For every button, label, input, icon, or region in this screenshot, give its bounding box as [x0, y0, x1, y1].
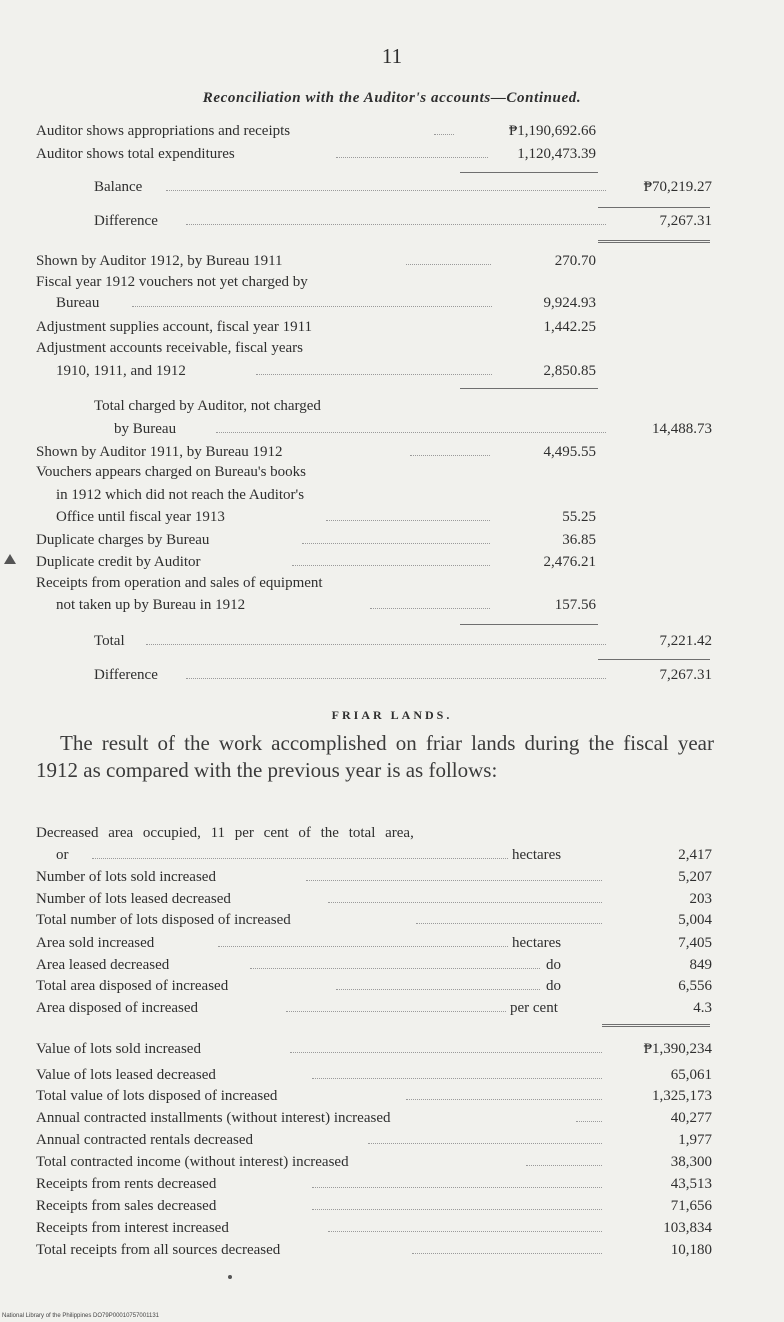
row-label: Auditor shows total expenditures — [36, 146, 235, 162]
row-label: Balance — [94, 179, 143, 195]
row-value: ₱1,390,234 — [643, 1041, 712, 1057]
row-label: Office until fiscal year 1913 — [56, 509, 225, 525]
leader-dots — [328, 902, 602, 903]
row-value: 849 — [689, 957, 712, 973]
row-label: Receipts from interest increased — [36, 1220, 229, 1236]
ink-dot-icon — [228, 1275, 232, 1279]
row-label: Total receipts from all sources decreased — [36, 1242, 281, 1258]
row-value: 4.3 — [693, 1000, 712, 1016]
rule — [460, 624, 598, 625]
leader-dots — [412, 1253, 602, 1254]
row-value: 5,207 — [678, 869, 712, 885]
row-value: 14,488.73 — [652, 421, 712, 437]
leader-dots — [312, 1078, 602, 1079]
leader-dots — [146, 644, 606, 645]
row-value: 2,850.85 — [543, 363, 596, 379]
scan-footer: National Library of the Philippines DO79P00010757001131 — [2, 1313, 159, 1319]
row-value: 2,476.21 — [543, 554, 596, 570]
row-value: 1,120,473.39 — [517, 146, 596, 162]
margin-mark-icon — [4, 554, 16, 564]
section-title: FRIAR LANDS. — [331, 708, 453, 722]
leader-dots — [218, 946, 508, 947]
row-label: Difference — [94, 213, 158, 229]
row-value: 7,267.31 — [659, 213, 712, 229]
row-label: Difference — [94, 667, 158, 683]
row-value: 5,004 — [678, 912, 712, 928]
row-label: Total number of lots disposed of increased — [36, 912, 291, 928]
row-label: Value of lots sold increased — [36, 1041, 201, 1057]
leader-dots — [290, 1052, 602, 1053]
row-value: 157.56 — [554, 597, 596, 613]
row-label: Number of lots leased decreased — [36, 891, 231, 907]
row-value: 2,417 — [678, 847, 712, 863]
row-label: Receipts from rents decreased — [36, 1176, 217, 1192]
row-value: 203 — [689, 891, 712, 907]
rule — [460, 172, 598, 173]
row-label: Adjustment accounts receivable, fiscal years — [36, 340, 303, 356]
row-label: Total contracted income (without interest) increased — [36, 1154, 349, 1170]
leader-dots — [312, 1187, 602, 1188]
row-value: ₱70,219.27 — [643, 179, 712, 195]
page-number: 11 — [381, 44, 403, 68]
row-label: Auditor shows appropriations and receipts — [36, 123, 291, 139]
row-value: 270.70 — [554, 253, 596, 269]
row-label: Area sold increased — [36, 935, 155, 951]
row-value: 55.25 — [562, 509, 596, 525]
row-label: Annual contracted installments (without interest) increased — [36, 1110, 391, 1126]
row-label: 1910, 1911, and 1912 — [56, 363, 186, 379]
row-value: 10,180 — [670, 1242, 712, 1258]
leader-dots — [166, 190, 606, 191]
row-label: Shown by Auditor 1911, by Bureau 1912 — [36, 444, 283, 460]
row-value: 1,977 — [678, 1132, 712, 1148]
row-label: Receipts from sales decreased — [36, 1198, 217, 1214]
row-value: 65,061 — [670, 1067, 712, 1083]
row-label: Adjustment supplies account, fiscal year 1911 — [36, 319, 313, 335]
row-label: Total charged by Auditor, not charged — [94, 398, 321, 414]
body-paragraph: The result of the work accomplished on friar lands during the fiscal year 1912 as compared with the previous year is as follows: — [36, 731, 714, 782]
leader-dots — [286, 1011, 506, 1012]
row-value: 7,221.42 — [659, 633, 712, 649]
rule — [598, 659, 710, 660]
row-label: Decreased area occupied, 11 per cent of the total area, — [36, 825, 414, 841]
row-value: 1,325,173 — [652, 1088, 712, 1104]
leader-dots — [328, 1231, 602, 1232]
leader-dots — [526, 1165, 602, 1166]
row-label: Bureau — [56, 295, 100, 311]
row-label: Duplicate charges by Bureau — [36, 532, 210, 548]
row-label: or — [56, 847, 69, 863]
leader-dots — [306, 880, 602, 881]
row-label: Shown by Auditor 1912, by Bureau 1911 — [36, 253, 283, 269]
leader-dots — [216, 432, 606, 433]
row-label: in 1912 which did not reach the Auditor's — [56, 487, 305, 503]
row-unit: hectares — [512, 935, 562, 951]
leader-dots — [250, 968, 540, 969]
rule — [460, 388, 598, 389]
leader-dots — [406, 1099, 602, 1100]
leader-dots — [336, 989, 540, 990]
row-label: Annual contracted rentals decreased — [36, 1132, 253, 1148]
row-value: 6,556 — [678, 978, 712, 994]
row-label: Fiscal year 1912 vouchers not yet charged by — [36, 274, 308, 290]
double-rule — [602, 1024, 710, 1027]
leader-dots — [416, 923, 602, 924]
row-unit: hectares — [512, 847, 562, 863]
row-value: 103,834 — [663, 1220, 712, 1236]
leader-dots — [434, 134, 454, 135]
row-value: 1,442.25 — [543, 319, 596, 335]
row-label: Area leased decreased — [36, 957, 170, 973]
leader-dots — [576, 1121, 602, 1122]
leader-dots — [92, 858, 508, 859]
row-unit: per cent — [510, 1000, 558, 1016]
row-label: Area disposed of increased — [36, 1000, 199, 1016]
row-label: not taken up by Bureau in 1912 — [56, 597, 246, 613]
row-value: 7,267.31 — [659, 667, 712, 683]
row-label: Receipts from operation and sales of equipment — [36, 575, 323, 591]
row-value: 40,277 — [670, 1110, 712, 1126]
row-value: ₱1,190,692.66 — [508, 123, 596, 139]
row-label: Vouchers appears charged on Bureau's books — [36, 464, 306, 480]
leader-dots — [132, 306, 492, 307]
row-label: by Bureau — [114, 421, 177, 437]
row-value: 7,405 — [678, 935, 712, 951]
leader-dots — [312, 1209, 602, 1210]
row-label: Total value of lots disposed of increased — [36, 1088, 278, 1104]
row-unit: do — [546, 957, 561, 973]
row-label: Total area disposed of increased — [36, 978, 229, 994]
row-value: 36.85 — [562, 532, 596, 548]
table-subtitle: Reconciliation with the Auditor's accounts—Continued. — [202, 90, 582, 106]
row-unit: do — [546, 978, 561, 994]
row-label: Total — [94, 633, 125, 649]
row-value: 43,513 — [670, 1176, 712, 1192]
row-value: 38,300 — [670, 1154, 712, 1170]
leader-dots — [186, 678, 606, 679]
row-label: Value of lots leased decreased — [36, 1067, 216, 1083]
row-label: Duplicate credit by Auditor — [36, 554, 201, 570]
row-value: 9,924.93 — [543, 295, 596, 311]
leader-dots — [368, 1143, 602, 1144]
leader-dots — [186, 224, 606, 225]
row-value: 4,495.55 — [543, 444, 596, 460]
row-value: 71,656 — [670, 1198, 712, 1214]
row-label: Number of lots sold increased — [36, 869, 216, 885]
rule — [598, 207, 710, 208]
double-rule — [598, 240, 710, 243]
